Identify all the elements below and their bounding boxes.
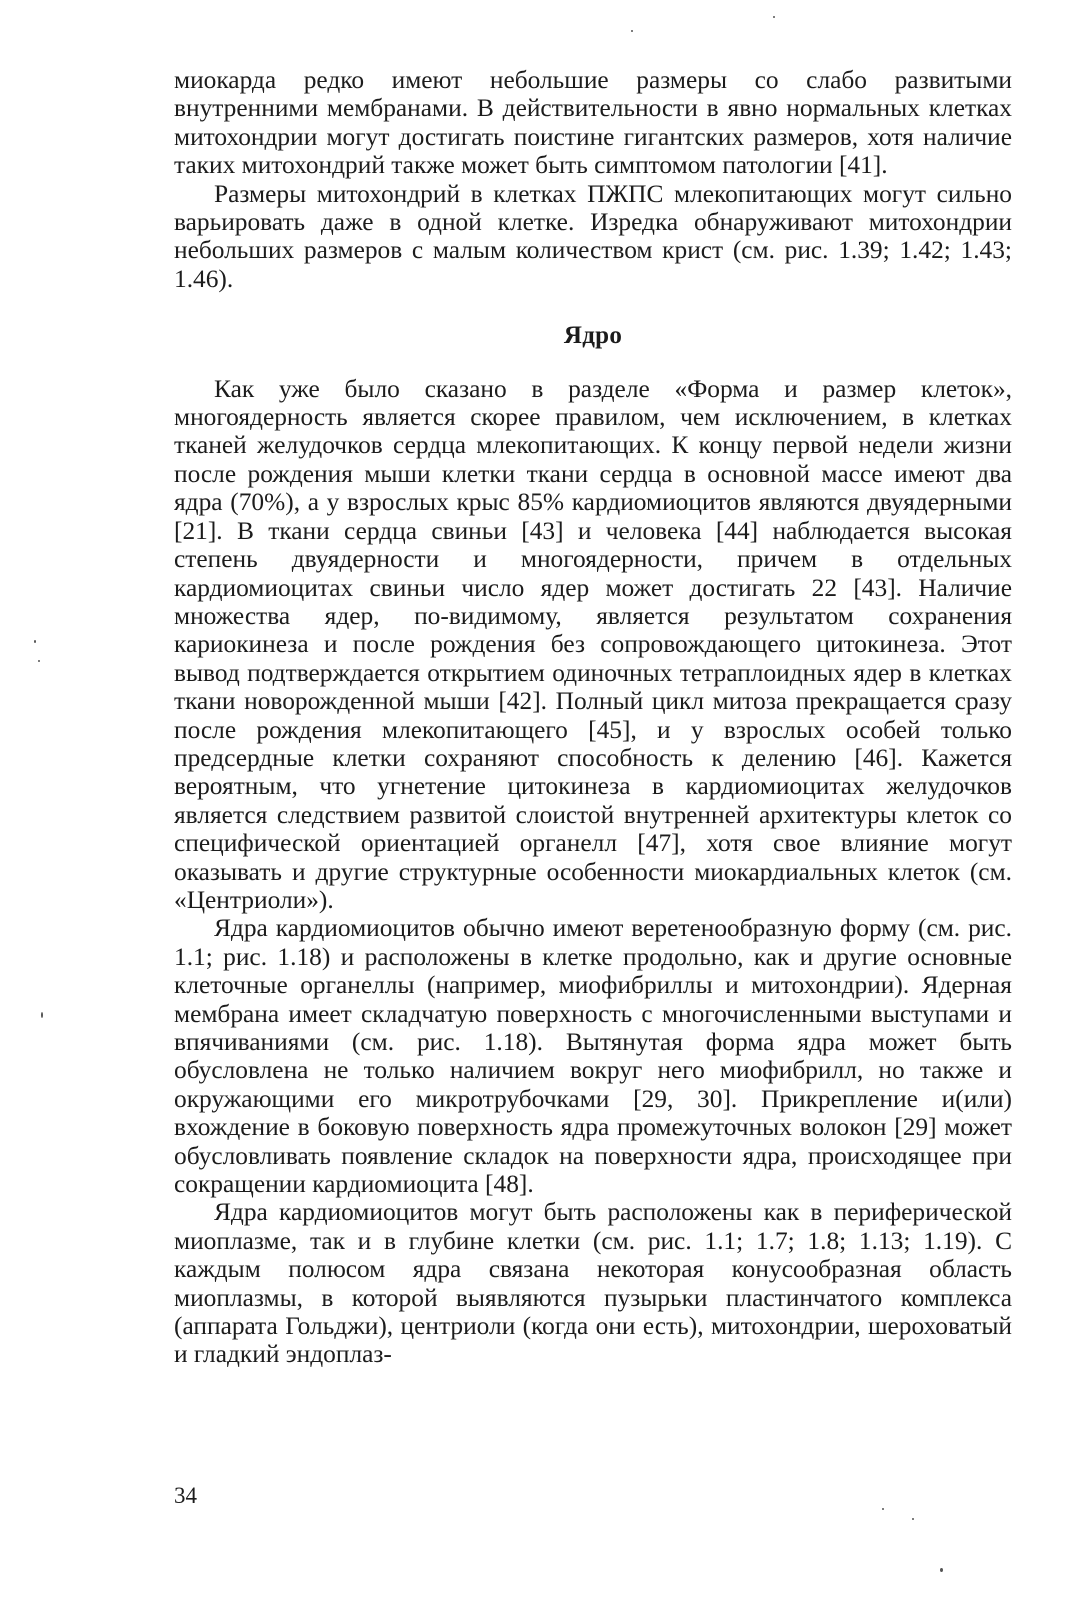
paragraph-nucleus-shape: Ядра кардиомиоцитов обычно имеют веретенообразную форму (см. рис. 1.1; рис. 1.18) и расположены в клетке продольно, как и другие основные клеточные органеллы (например, миофибриллы и митохондрии). Ядерная мембрана имеет складчатую поверхность с многочисленными выступами и впячиваниями (см. рис. 1.18). Вытянутая форма ядра может быть обусловлена не только наличием вокруг него миофибрилл, но также и окружающими его микротрубочками [29, 30]. Прикрепление и(или) вхождение в боковую поверхность ядра промежуточных волокон [29] может обусловливать появление складок на поверхности ядра, происходящее при сокращении кардиомиоцита [48].: [174, 914, 1012, 1199]
scan-speck: [773, 16, 775, 18]
scan-speck: [940, 1568, 943, 1572]
scan-speck: [38, 660, 40, 662]
scan-speck: [34, 640, 36, 643]
section-heading-nucleus: Ядро: [563, 322, 623, 350]
scan-speck: [41, 1012, 43, 1018]
scan-speck: [631, 30, 633, 32]
scan-speck: [882, 1508, 884, 1510]
book-page-text: [174, 66, 1012, 1369]
paragraph-mitochondria-variation: Размеры митохондрий в клетках ПЖПС млекопитающих могут сильно варьировать даже в одной клетке. Изредка обнаруживают митохондрии небольших размеров с малым количеством крист (см. рис. 1.39; 1.42; 1.43; 1.46).: [174, 179, 1012, 293]
paragraph-multinucleation: Как уже было сказано в разделе «Форма и размер клеток», многоядерность является скорее правилом, чем исключением, в клетках тканей желудочков сердца млекопитающих. К концу первой недели жизни после рождения мыши клетки ткани сердца в основной массе имеют два ядра (70%), а у взрослых крыс 85% кардиомиоцитов являются двуядерными [21]. В ткани сердца свиньи [43] и человека [44] наблюдается высокая степень двуядерности и многоядерности, причем в отдельных кардиомиоцитах свиньи число ядер может достигать 22 [43]. Наличие множества ядер, по-видимому, является результатом сохранения кариокинеза и после рождения без сопровождающего цитокинеза. Этот вывод подтверждается открытием одиночных тетраплоидных ядер в клетках ткани новорожденной мыши [42]. Полный цикл митоза прекращается сразу после рождения млекопитающего [45], и у взрослых особей только предсердные клетки сохраняют способность к делению [46]. Кажется вероятным, что угнетение цитокинеза в кардиомиоцитах желудочков является следствием развитой слоистой внутренней архитектуры клеток со специфической ориентацией органелл [47], хотя свое влияние могут оказывать и другие структурные особенности миокардиальных клеток (см. «Центриоли»).: [174, 374, 1012, 914]
paragraph-mitochondria-size-continued: миокарда редко имеют небольшие размеры со слабо развитыми внутренними мембранами. В действительности в явно нормальных клетках митохондрии могут достигать поистине гигантских размеров, хотя наличие таких митохондрий также может быть симптомом патологии [41].: [174, 66, 1012, 180]
paragraph-nucleus-location: Ядра кардиомиоцитов могут быть расположены как в периферической миоплазме, так и в глубине клетки (см. рис. 1.1; 1.7; 1.8; 1.13; 1.19). С каждым полюсом ядра связана некоторая конусообразная область миоплазмы, в которой выявляются пузырьки пластинчатого комплекса (аппарата Гольджи), центриоли (когда они есть), митохондрии, шероховатый и гладкий эндоплаз-: [174, 1198, 1012, 1369]
page-number: 34: [174, 1483, 197, 1508]
scan-speck: [912, 1518, 914, 1520]
